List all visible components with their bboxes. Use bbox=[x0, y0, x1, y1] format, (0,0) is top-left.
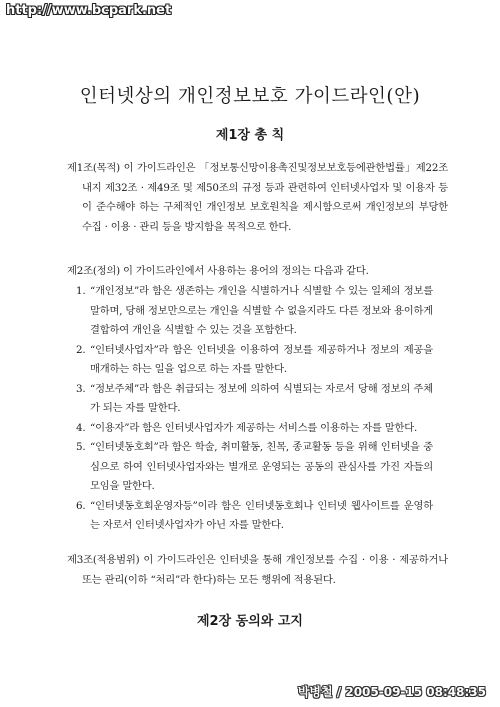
definition-text: “인터넷사업자”라 함은 인터넷을 이용하여 정보를 제공하거나 정보의 제공을 매개하는 하는 일을 업으로 하는 자를 말한다. bbox=[90, 343, 433, 375]
definition-text: “인터넷동호회운영자등”이라 함은 인터넷동호회나 인터넷 웹사이트를 운영하는 자로서 인터넷사업자가 아닌 자를 말한다. bbox=[90, 499, 433, 531]
article-1: 제1조(목적) 이 가이드라인은 「정보통신망이용촉진및정보보호등에관한법률」제22조 내지 제32조 · 제49조 및 제50조의 규정 등과 관련하여 인터넷사업자 및 이용자 등이 준수해야 하는 구체적인 개인정보 보호원칙을 제시함으로써 개인정보의 부당한 수집 · 이용 · 관리 등을 방지함을 목적으로 한다. bbox=[67, 162, 448, 233]
definition-number: 5. bbox=[76, 441, 86, 453]
article-2-intro: 제2조(정의) 이 가이드라인에서 사용하는 용어의 정의는 다음과 같다. bbox=[67, 265, 369, 277]
definition-item bbox=[76, 282, 433, 341]
definition-number: 2. bbox=[76, 343, 86, 356]
definition-list bbox=[76, 282, 433, 536]
definition-item bbox=[76, 380, 433, 419]
definition-number: 6. bbox=[76, 499, 86, 512]
definition-text: “이용자”라 함은 인터넷사업자가 제공하는 서비스를 이용하는 자를 말한다. bbox=[90, 421, 418, 434]
article-3: 제3조(적용범위) 이 가이드라인은 인터넷을 통해 개인정보를 수집 · 이용 · 제공하거나 또는 관리(이하 “처리”라 한다)하는 모든 행위에 적용된다. bbox=[67, 554, 448, 586]
definition-item bbox=[76, 497, 433, 536]
definition-number: 3. bbox=[76, 382, 86, 395]
definition-text: “인터넷동호회”라 함은 학술, 취미활동, 친목, 종교활동 등을 위해 인터넷을 중심으로 하여 인터넷사업자와는 별개로 운영되는 공동의 관심사를 가진 자들의 모임을 말한다. bbox=[90, 441, 433, 492]
footer-author-timestamp: 박병철 / 2005-09-15 08:48:35 bbox=[297, 685, 486, 699]
definition-text: “개인정보”라 함은 생존하는 개인을 식별하거나 식별할 수 있는 일체의 정보를 말하며, 당해 정보만으로는 개인을 식별할 수 없을지라도 다른 정보와 용이하게 결합하여 개인을 식별할 수 있는 것을 포함한다. bbox=[90, 285, 433, 336]
chapter-1-heading: 제1장 총 칙 bbox=[215, 128, 285, 143]
definition-text: “정보주체”라 함은 취급되는 정보에 의하여 식별되는 자로서 당해 정보의 주체가 되는 자를 말한다. bbox=[90, 382, 433, 414]
definition-item bbox=[76, 438, 433, 497]
definition-item bbox=[76, 341, 433, 380]
definition-number: 1. bbox=[76, 285, 86, 297]
definition-number: 4. bbox=[76, 421, 86, 434]
chapter-2-heading: 제2장 동의와 고지 bbox=[196, 614, 303, 629]
definition-item bbox=[76, 419, 433, 439]
document-title: 인터넷상의 개인정보보호 가이드라인(안) bbox=[79, 86, 421, 107]
watermark-url: http://www.bcpark.net bbox=[6, 3, 172, 18]
